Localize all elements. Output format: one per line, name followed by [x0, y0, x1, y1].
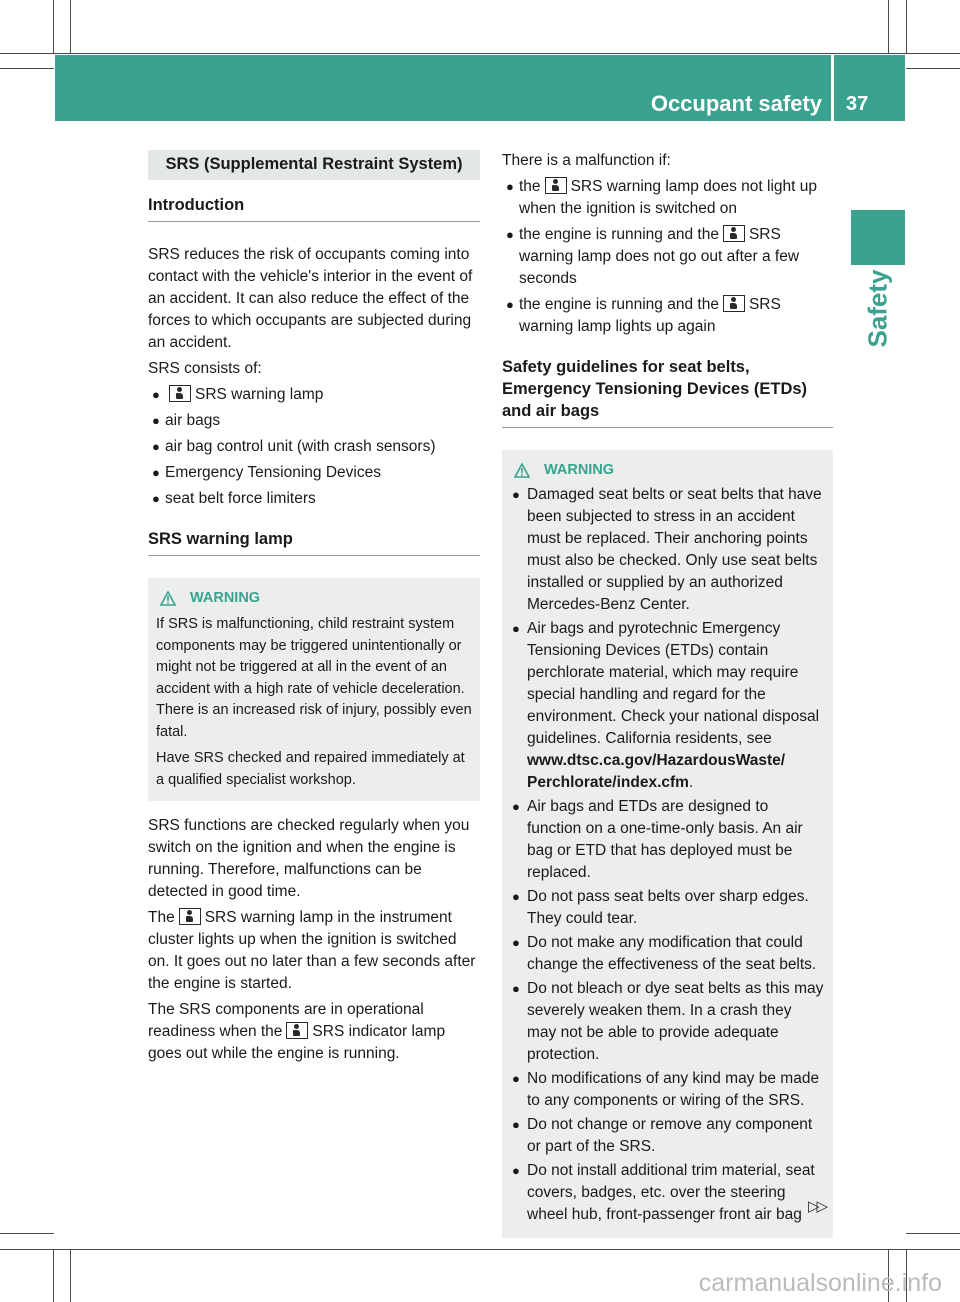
- bullet-icon: ●: [512, 889, 520, 904]
- warning-triangle-icon: [160, 591, 176, 606]
- intro-heading: Introduction: [148, 194, 480, 222]
- chapter-tab: [851, 268, 905, 348]
- crop-mark: [0, 1233, 54, 1234]
- srs-warning-lamp-icon: [179, 908, 201, 925]
- bullet-icon: ●: [512, 487, 520, 502]
- list-item: ● seat belt force limiters: [148, 488, 480, 510]
- left-column: [148, 150, 480, 1065]
- section-band-title: SRS (Supplemental Restraint System): [148, 150, 480, 180]
- bullet-icon: ●: [512, 1071, 520, 1086]
- consists-of-label: SRS consists of:: [148, 360, 262, 377]
- malfunction-list: [502, 176, 833, 338]
- bullet-icon: ●: [152, 439, 160, 454]
- warning-triangle-icon: [514, 463, 530, 478]
- bullet-icon: ●: [512, 981, 520, 996]
- disposal-guidelines-link[interactable]: www.dtsc.ca.gov/HazardousWaste/ Perchlorate/index.cfm: [527, 752, 786, 791]
- warning-label: WARNING: [544, 462, 615, 478]
- crop-mark: [53, 0, 54, 54]
- list-item: ● Damaged seat belts or seat belts that have been subjected to stress in an accident must be replaced. Their anchoring points must also be checked. Only use seat belts installed or supplied by an authorized Mercedes-Benz Center.: [512, 486, 822, 613]
- srs-warning-lamp-icon: [723, 225, 745, 242]
- malfunction-intro: There is a malfunction if:: [502, 152, 671, 169]
- list-item: ● Do not make any modification that could change the effectiveness of the seat belts.: [512, 934, 817, 973]
- bullet-icon: ●: [512, 1117, 520, 1132]
- bullet-icon: ●: [152, 387, 160, 402]
- warning-list: [510, 484, 825, 1226]
- crop-mark: [888, 0, 889, 54]
- bullet-icon: ●: [152, 491, 160, 506]
- bullet-icon: ●: [506, 297, 514, 312]
- list-item: ● Air bags and ETDs are designed to function on a one-time-only basis. An air bag or ETD that has deployed must be replaced.: [512, 798, 803, 881]
- safety-guidelines-heading: Safety guidelines for seat belts, Emergency Tensioning Devices (ETDs) and air bags: [502, 356, 833, 428]
- paragraph: The SRS warning lamp in the instrument cluster lights up when the ignition is switched on. It goes out no later than a few seconds after the engine is started.: [148, 909, 476, 992]
- list-item: ● the SRS warning lamp does not light up when the ignition is switched on: [506, 178, 817, 217]
- list-item: ● SRS warning lamp: [148, 384, 480, 406]
- header-divider: [831, 55, 834, 121]
- continued-arrow-icon: ▷▷: [808, 1198, 826, 1215]
- warning-label: WARNING: [190, 590, 261, 606]
- chapter-tab-label: Safety: [862, 268, 893, 348]
- crop-mark: [0, 1249, 960, 1250]
- page-number: 37: [846, 93, 869, 115]
- crop-mark: [906, 0, 907, 54]
- list-item: ● Do not pass seat belts over sharp edges. They could tear.: [512, 888, 809, 927]
- warning-box: [502, 450, 833, 1238]
- srs-warning-lamp-icon: [169, 385, 191, 402]
- warning-header: [510, 460, 825, 480]
- crop-mark: [906, 1233, 960, 1234]
- chapter-tab-marker: [851, 210, 905, 265]
- crop-mark: [70, 1249, 71, 1302]
- srs-warning-lamp-icon: [545, 177, 567, 194]
- crop-mark: [0, 53, 960, 54]
- list-item: ● air bag control unit (with crash sensors): [148, 436, 480, 458]
- srs-warning-lamp-heading: SRS warning lamp: [148, 528, 480, 556]
- warning-text: Have SRS checked and repaired immediately at a qualified specialist workshop.: [156, 750, 465, 788]
- bullet-icon: ●: [512, 935, 520, 950]
- bullet-icon: ●: [512, 799, 520, 814]
- intro-paragraph: SRS reduces the risk of occupants coming into contact with the vehicle's interior in the event of an accident. It can also reduce the effect of the forces to which occupants are subjected during an accident.: [148, 246, 473, 351]
- paragraph: The SRS components are in operational readiness when the SRS indicator lamp goes out while the engine is running.: [148, 1001, 446, 1062]
- bullet-icon: ●: [152, 413, 160, 428]
- list-item: ● the engine is running and the SRS warning lamp does not go out after a few seconds: [506, 226, 800, 287]
- list-item: ● Do not bleach or dye seat belts as this may severely weaken them. In a crash they may not be able to provide adequate protection.: [512, 980, 824, 1063]
- crop-mark: [906, 68, 960, 69]
- crop-mark: [0, 68, 54, 69]
- list-item: ● the engine is running and the SRS warning lamp lights up again: [506, 296, 781, 335]
- crop-mark: [53, 1249, 54, 1302]
- srs-warning-lamp-icon: [723, 295, 745, 312]
- warning-header: [156, 588, 472, 608]
- list-item: ● No modifications of any kind may be made to any components or wiring of the SRS.: [512, 1070, 820, 1109]
- bullet-icon: ●: [512, 1163, 520, 1178]
- bullet-icon: ●: [512, 621, 520, 636]
- bullet-icon: ●: [152, 465, 160, 480]
- warning-text: If SRS is malfunctioning, child restraint system components may be triggered unintentionally or might not be triggered at all in the event of an accident with a high rate of vehicle deceleration. There is an increased risk of injury, possibly even fatal.: [156, 616, 472, 740]
- list-item: ● Air bags and pyrotechnic Emergency Tensioning Devices (ETDs) contain perchlorate material, which may require special handling and regard for the environment. Check your national disposal guidelines. California residents, see www.dtsc.ca.gov/HazardousWaste/ Perchlorate/index.cfm.: [512, 620, 820, 791]
- srs-components-list: [148, 384, 480, 510]
- watermark: carmanualsonline.info: [698, 1269, 942, 1297]
- list-item: ● Do not change or remove any component or part of the SRS.: [512, 1116, 813, 1155]
- paragraph: SRS functions are checked regularly when you switch on the ignition and when the engine is running. Therefore, malfunctions can be detected in good time.: [148, 817, 470, 900]
- right-column: [502, 150, 833, 1238]
- warning-box: [148, 578, 480, 801]
- srs-indicator-lamp-icon: [286, 1022, 308, 1039]
- bullet-icon: ●: [506, 179, 514, 194]
- list-item: ● Do not install additional trim material, seat covers, badges, etc. over the steering wheel hub, front-passenger front air bag: [512, 1162, 815, 1223]
- list-item: ● air bags: [148, 410, 480, 432]
- bullet-icon: ●: [506, 227, 514, 242]
- section-title: Occupant safety: [650, 91, 822, 116]
- list-item: ● Emergency Tensioning Devices: [148, 462, 480, 484]
- crop-mark: [70, 0, 71, 54]
